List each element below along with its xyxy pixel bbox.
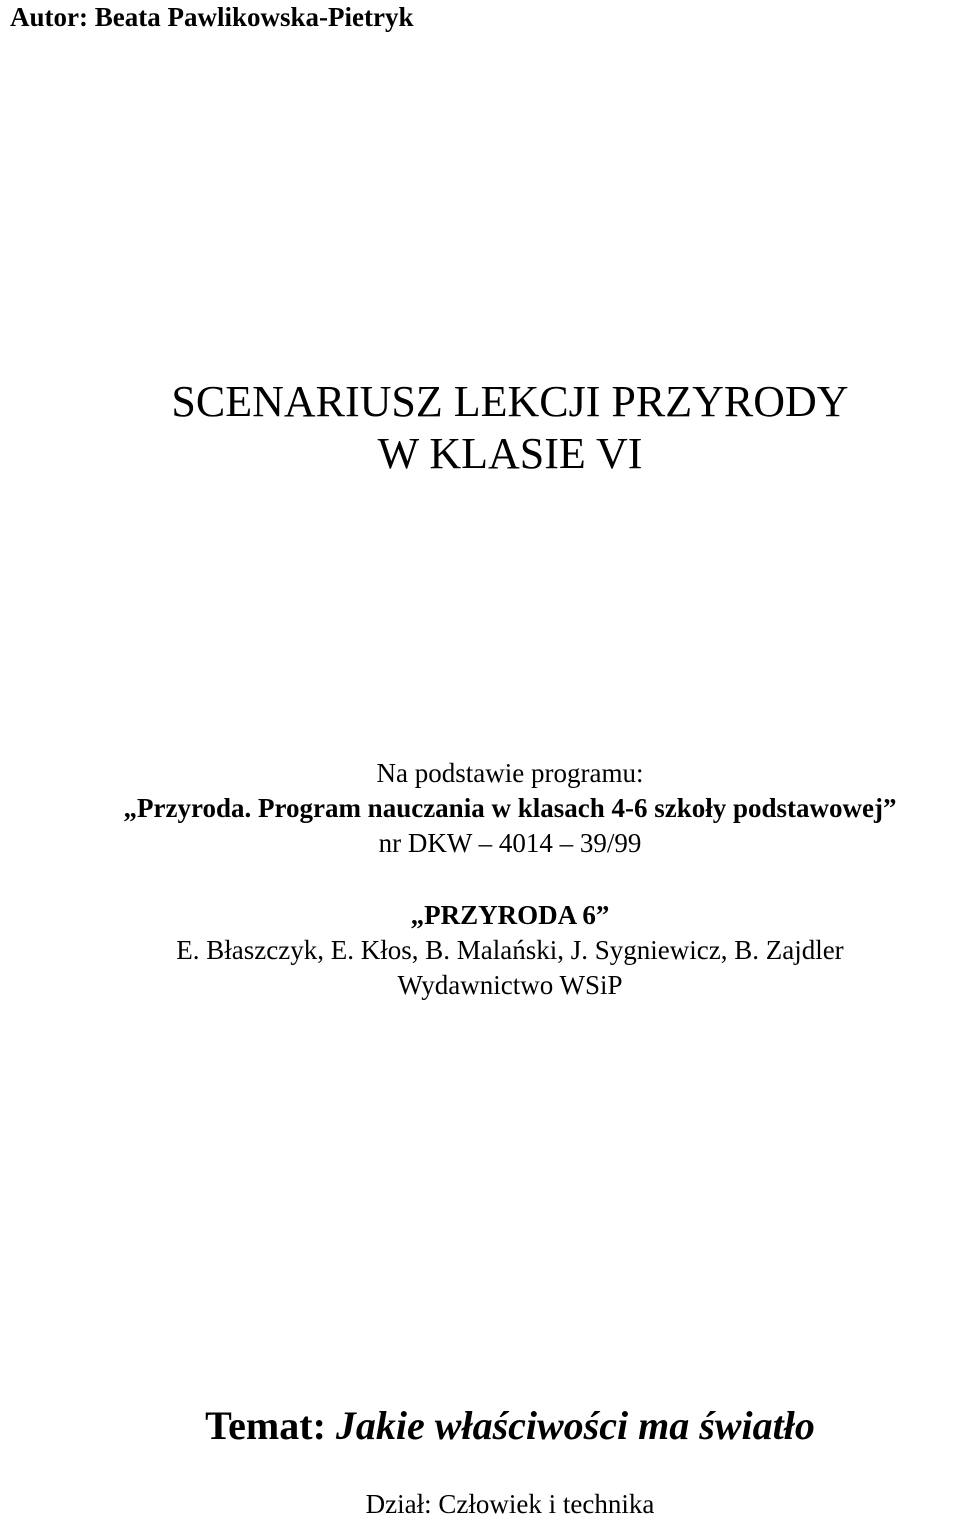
author-line: Autor: Beata Pawlikowska-Pietryk	[10, 2, 414, 32]
textbook-authors: E. Błaszczyk, E. Kłos, B. Malański, J. Sygniewicz, B. Zajdler	[176, 935, 844, 965]
document-title-line-2: W KLASIE VI	[377, 429, 643, 478]
program-basis-label: Na podstawie programu:	[376, 758, 644, 788]
lesson-topic	[30, 1403, 960, 1448]
document-title-line-1: SCENARIUSZ LEKCJI PRZYRODY	[171, 377, 849, 426]
topic-label: Temat:	[205, 1403, 336, 1448]
textbook-publisher: Wydawnictwo WSiP	[397, 970, 623, 1000]
lesson-section: Dział: Człowiek i technika	[365, 1489, 655, 1519]
program-name: „Przyroda. Program nauczania w klasach 4-6 szkoły podstawowej”	[123, 793, 897, 823]
textbook-title: „PRZYRODA 6”	[410, 900, 610, 930]
topic-value: Jakie właściwości ma światło	[335, 1403, 815, 1448]
program-number: nr DKW – 4014 – 39/99	[378, 828, 642, 858]
